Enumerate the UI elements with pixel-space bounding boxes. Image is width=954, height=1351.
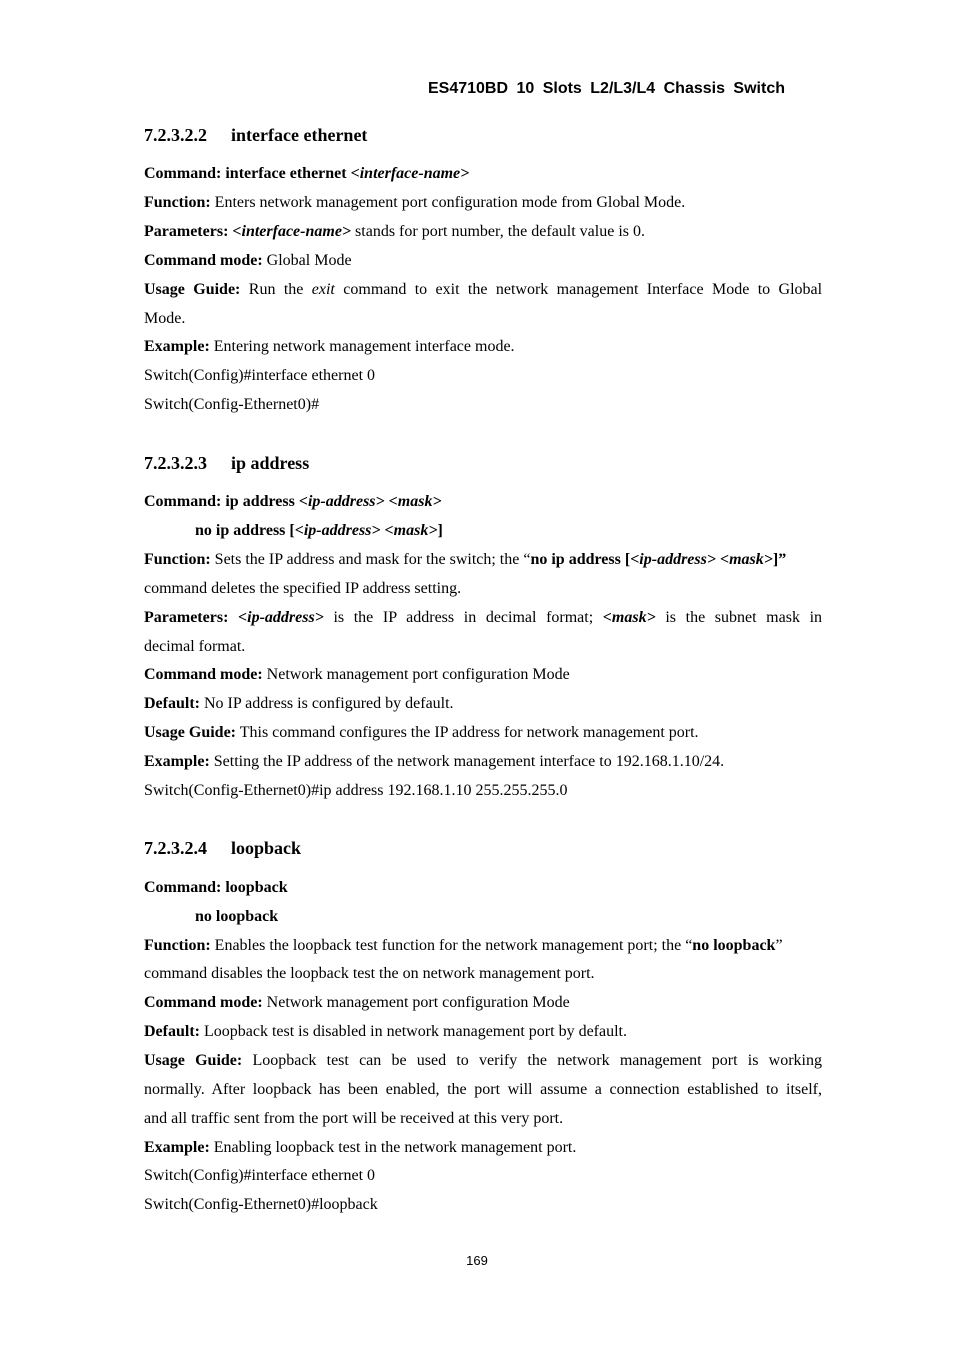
function-line: Function: Sets the IP address and mask for the switch; the “no ip address [<ip-address> <mask>]” bbox=[144, 551, 787, 568]
section-heading-ip-address bbox=[144, 453, 309, 474]
example-code-line: Switch(Config-Ethernet0)#loopback bbox=[144, 1196, 378, 1213]
function-line: Function: Enables the loopback test function for the network management port; the “no loopback” bbox=[144, 937, 783, 954]
section-title: loopback bbox=[231, 838, 302, 858]
usage-guide-continuation: Mode. bbox=[144, 310, 186, 327]
function-line: Function: Enters network management port configuration mode from Global Mode. bbox=[144, 194, 686, 211]
function-continuation: command disables the loopback test the on network management port. bbox=[144, 965, 595, 982]
parameters-continuation: decimal format. bbox=[144, 638, 246, 655]
section-heading-loopback bbox=[144, 838, 301, 859]
example-line: Example: Setting the IP address of the network management interface to 192.168.1.10/24. bbox=[144, 753, 725, 770]
usage-guide-line: Usage Guide: Loopback test can be used to verify the network management port is working bbox=[144, 1052, 823, 1069]
usage-guide-line: Usage Guide: Run the exit command to exit the network management Interface Mode to Global bbox=[144, 281, 823, 298]
command-mode-line: Command mode: Network management port configuration Mode bbox=[144, 666, 570, 683]
example-code-line: Switch(Config)#interface ethernet 0 bbox=[144, 1167, 376, 1184]
section-title: ip address bbox=[231, 453, 310, 473]
page-number: 169 bbox=[466, 1253, 488, 1268]
no-command-line: no loopback bbox=[195, 908, 279, 925]
command-line: Command: loopback bbox=[144, 879, 288, 896]
running-header: ES4710BD 10 Slots L2/L3/L4 Chassis Switch bbox=[427, 80, 785, 97]
section-number: 7.2.3.2.3 bbox=[144, 453, 207, 473]
parameters-line: Parameters: <interface-name> stands for port number, the default value is 0. bbox=[144, 223, 645, 240]
parameters-line: Parameters: <ip-address> is the IP address in decimal format; <mask> is the subnet mask in bbox=[144, 609, 823, 626]
usage-guide-continuation: and all traffic sent from the port will be received at this very port. bbox=[144, 1110, 564, 1127]
default-line: Default: Loopback test is disabled in network management port by default. bbox=[144, 1023, 627, 1040]
command-line: Command: interface ethernet <interface-name> bbox=[144, 165, 470, 182]
usage-guide-continuation: normally. After loopback has been enabled, the port will assume a connection established to itself, bbox=[144, 1081, 822, 1098]
section-number: 7.2.3.2.2 bbox=[144, 125, 207, 145]
command-mode-line: Command mode: Global Mode bbox=[144, 252, 352, 269]
no-command-line: no ip address [<ip-address> <mask>] bbox=[195, 522, 443, 539]
function-continuation: command deletes the specified IP address setting. bbox=[144, 580, 462, 597]
example-code-line: Switch(Config)#interface ethernet 0 bbox=[144, 367, 376, 384]
example-line: Example: Enabling loopback test in the network management port. bbox=[144, 1139, 577, 1156]
section-number: 7.2.3.2.4 bbox=[144, 838, 207, 858]
default-line: Default: No IP address is configured by default. bbox=[144, 695, 454, 712]
command-line: Command: ip address <ip-address> <mask> bbox=[144, 493, 442, 510]
example-code-line: Switch(Config-Ethernet0)# bbox=[144, 396, 320, 413]
section-heading-interface-ethernet bbox=[144, 125, 367, 146]
example-code-line: Switch(Config-Ethernet0)#ip address 192.168.1.10 255.255.255.0 bbox=[144, 782, 568, 799]
usage-guide-line: Usage Guide: This command configures the IP address for network management port. bbox=[144, 724, 699, 741]
section-title: interface ethernet bbox=[231, 125, 368, 145]
command-mode-line: Command mode: Network management port configuration Mode bbox=[144, 994, 570, 1011]
example-line: Example: Entering network management interface mode. bbox=[144, 338, 515, 355]
